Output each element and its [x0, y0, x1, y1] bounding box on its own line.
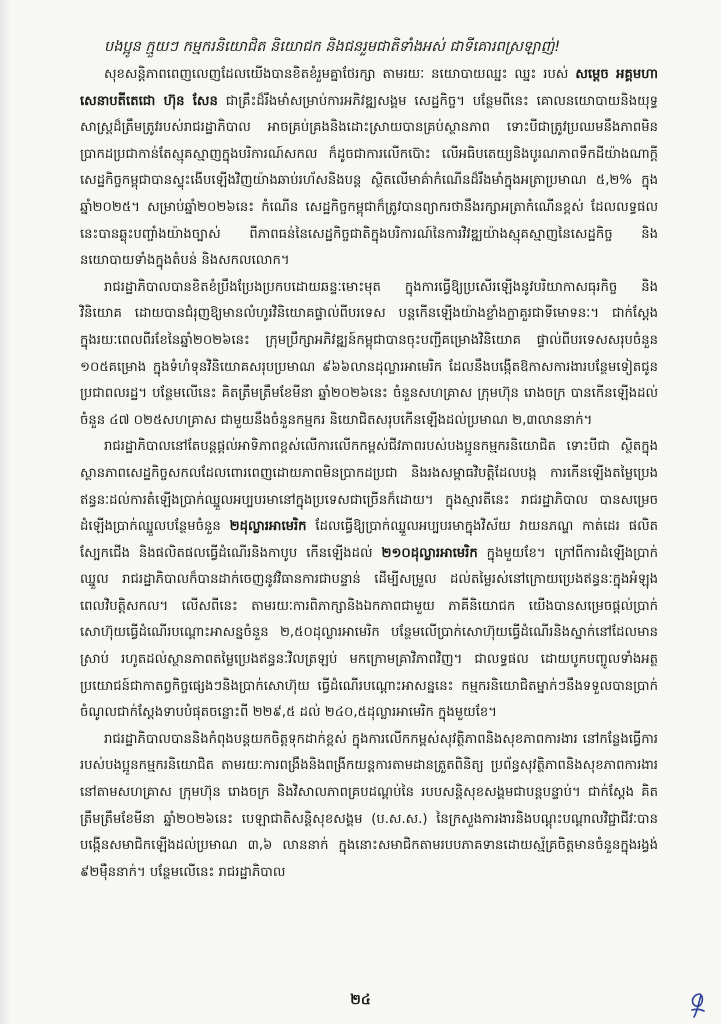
paragraph-social-security: រាជរដ្ឋាភិបាលបាននិងកំពុងបន្តយកចិត្តទុកដាក់ខ្ពស់ ក្នុងការលើកកម្ពស់សុវត្ថិភាពនិងសុខភាពការងារ នៅកន្លែងធ្វើការរបស់បងប្អូនកម្មករនិយោជិត តាមរយៈការពង្រឹងនិងពង្រីកយន្តការតាមដានត្រួតពិនិត្យ ប្រព័ន្ធសុវត្ថិភាពនិងសុខភាពការងារនៅតាមសហគ្រាស ក្រុមហ៊ុន រោងចក្រ និងវិសាលភាពគ្របដណ្តប់នៃ របបសន្តិសុខសង្គមជាបន្តបន្ទាប់។ ជាក់ស្តែង គិតត្រឹមត្រឹមខែមីនា ឆ្នាំ២០២៦នេះ បេឡាជាតិសន្តិសុខសង្គម (ប.ស.ស.) នៃក្រសួងការងារនិងបណ្តុះបណ្តាលវិជ្ជាជីវៈបានបង្កើនសមាជិកឡើងដល់ប្រមាណ ៣,៦ លាននាក់ ក្នុងនោះសមាជិកតាមរបបភាគទានដោយស្ម័គ្រចិត្តមានចំនួនក្នុងរង្វង់ ៩២ម៉ឺននាក់។ បន្ថែមលើនេះ រាជរដ្ឋាភិបាល: [80, 731, 658, 880]
p3-text-e: ក្នុងមួយខែ។ ក្រៅពីការដំឡើងប្រាក់ឈ្នួល រាជរដ្ឋាភិបាលក៏បានដាក់ចេញនូវវិធានការជាបន្ទាន់ ដើម្បីសម្រួល ដល់តម្លៃរស់នៅក្រោយប្រេងឥន្ធនៈក្នុងអំឡុងពេលវិបត្តិសកល។ លើសពីនេះ តាមរយៈការពិភាក្សានិងឯកភាពជាមួយ ភាគីនិយោជក យើងបានសម្រេចផ្តល់ប្រាក់សោហ៊ុយធ្វើដំណើរបណ្តោះអាសន្នចំនួន ២,៥០ដុល្លារអាមេរិក បន្ថែមលើប្រាក់សោហ៊ុយធ្វើដំណើរនិងស្នាក់នៅដែលមានស្រាប់ រហូតដល់ស្ថានភាពតម្លៃប្រេងឥន្ធនៈវិលត្រឡប់ មកក្រោមគ្រាវិភាពវិញ។ ជាលទ្ធផល ដោយបូកបញ្ចូលទាំងអត្ថប្រយោជន៍ជាកាតព្វកិច្ចផ្សេងៗនិងប្រាក់សោហ៊ុយ ធ្វើដំណើរបណ្តោះអាសន្ននេះ កម្មករនិយោជិតម្នាក់ៗនឹងទទួលបានប្រាក់ចំណូលជាក់ស្តែងទាបបំផុតចន្លោះពី ២២៩,៥ ដល់ ២៤០,៥ដុល្លារអាមេរិក ក្នុងមួយខែ។: [80, 545, 658, 721]
p3-text-a: រាជរដ្ឋាភិបាលនៅតែបន្តផ្តល់អាទិភាពខ្ពស់លើការលើកកម្ពស់ជីវភាពរបស់បងប្អូនកម្មករនិយោជិត ទោះបីជា ស្ថិតក្នុងស្ថានភាពសេដ្ឋកិច្ចសកលដែលពោរពេញដោយភាពមិនប្រាកដប្រជា និងរងសម្ពាធវិបត្តិដែលបង្ក ការកើនឡើងតម្លៃប្រេងឥន្ធនៈដល់ការតំឡើងប្រាក់ឈ្នួលអប្បបរមានៅក្នុងប្រទេសជាច្រើនក៏ដោយ។ ក្នុងស្មារតីនេះ រាជរដ្ឋាភិបាល បានសម្រេចដំឡើងប្រាក់ឈ្នួលបន្ថែមចំនួន: [80, 439, 658, 535]
page-number: ២៤: [350, 992, 371, 1008]
p1-text-a: សុខសន្តិភាពពេញលេញដែលយើងបានខិតខំរួមគ្នាថែរក្សា តាមរយៈ នយោបាយឈ្នះ ឈ្នះ របស់: [104, 67, 576, 82]
document-body: [80, 34, 658, 886]
salutation-heading: បងប្អូន ក្មួយៗ កម្មករនិយោជិត និយោជក និងជនរួមជាតិទាំងអស់ ជាទីគោរពស្រឡាញ់!: [104, 39, 561, 55]
p3-text-c: ដែលធ្វើឱ្យប្រាក់ឈ្នួលអប្បបរមាក្នុងវិស័យ វាយនភណ្ឌ កាត់ដេរ ផលិតស្បែកជើង និងផលិតផលធ្វើដំណើរនិងកាបូប កើនឡើងដល់: [80, 519, 658, 561]
p3-text-bold-wage: ២១០ដុល្លារអាមេរិក: [381, 545, 478, 561]
p1-text-c: ជាគ្រឹះដ៏រឹងមាំសម្រាប់ការអភិវឌ្ឍសង្គម សេដ្ឋកិច្ច។ បន្ថែមពីនេះ គោលនយោបាយនិងយុទ្ធសាស្ត្រដ៏ត្រឹមត្រូវរបស់រាជរដ្ឋាភិបាល អាចគ្រប់គ្រងនិងដោះស្រាយបានគ្រប់ស្ថានភាព ទោះបីជាត្រូវប្រឈមនឹងភាពមិនប្រាកដប្រជាកាន់តែស្មុគស្មាញក្នុងបរិការណ៍សកល ក៏ដូចជាការលើកប៊ោះ លើអធិបតេយ្យនិងបូរណភាពទឹកដីយ៉ាងណាក្តី សេដ្ឋកិច្ចកម្ពុជាបានស្ទុះងើបឡើងវិញយ៉ាងឆាប់រហ័សនិងបន្ត ស្ថិតលើមាគ៌ាកំណើនដ៏រឹងមាំក្នុងអត្រាប្រមាណ ៥,២% ក្នុងឆ្នាំ២០២៥។ សម្រាប់ឆ្នាំ២០២៦នេះ កំណើន សេដ្ឋកិច្ចកម្ពុជាក៏ត្រូវបានព្យាករថានឹងរក្សាអត្រាកំណើនខ្ពស់ ដែលលទ្ធផលនេះបានឆ្លុះបញ្ចាំងយ៉ាងច្បាស់ ពីភាពធន់នៃសេដ្ឋកិច្ចជាតិក្នុងបរិការណ៍នៃការវិវឌ្ឍយ៉ាងស្មុគស្មាញនៃសេដ្ឋកិច្ច និងនយោបាយទាំងក្នុងតំបន់ និងសកលលោក។: [80, 93, 659, 269]
paragraph-minimum-wage: [80, 434, 658, 727]
scan-edge-shadow: [0, 0, 10, 1024]
p3-text-bold-increase: ២ដុល្លារអាមេរិក: [229, 519, 307, 535]
paragraph-peace-growth: [80, 62, 658, 275]
p1-text-bold-name: សម្តេច អគ្គមហាសេនាបតីតេជោ ហ៊ុន សែន: [80, 67, 658, 109]
paragraph-investment: រាជរដ្ឋាភិបាលបានខិតខំប្រឹងប្រែងប្រកបដោយឆន្ទៈមោះមុត ក្នុងការធ្វើឱ្យប្រសើរឡើងនូវបរិយាកាសធុរកិច្ច និងវិនិយោគ ដោយបានជំរុញឱ្យមានលំហូរវិនិយោគផ្ទាល់ពីបរទេស បន្តកើនឡើងយ៉ាងខ្លាំងក្លាគួរជាទីមោទនៈ។ ជាក់ស្តែង ក្នុងរយៈពេលពីរខែនៃឆ្នាំ២០២៦នេះ ក្រុមប្រឹក្សាអភិវឌ្ឍន៍កម្ពុជាបានចុះបញ្ជីគម្រោងវិនិយោគ ផ្ទាល់ពីបរទេសសរុបចំនួន ១០៥គម្រោង ក្នុងទំហំទុនវិនិយោគសរុបប្រមាណ ៩៦៦លានដុល្លារអាមេរិក ដែលនឹងបង្កើតឱកាសការងារបន្ថែមទៀតជូនប្រជាពលរដ្ឋ។ បន្ថែមលើនេះ គិតត្រឹមត្រឹមខែមីនា ឆ្នាំ២០២៦នេះ ចំនួនសហគ្រាស ក្រុមហ៊ុន រោងចក្រ បានកើនឡើងដល់ចំនួន ៤៧ ០២៥សហគ្រាស ជាមួយនឹងចំនួនកម្មករ និយោជិតសរុបកើនឡើងដល់ប្រមាណ ២,៣លាននាក់។: [80, 279, 658, 428]
initial-signature-mark: [686, 990, 708, 1020]
